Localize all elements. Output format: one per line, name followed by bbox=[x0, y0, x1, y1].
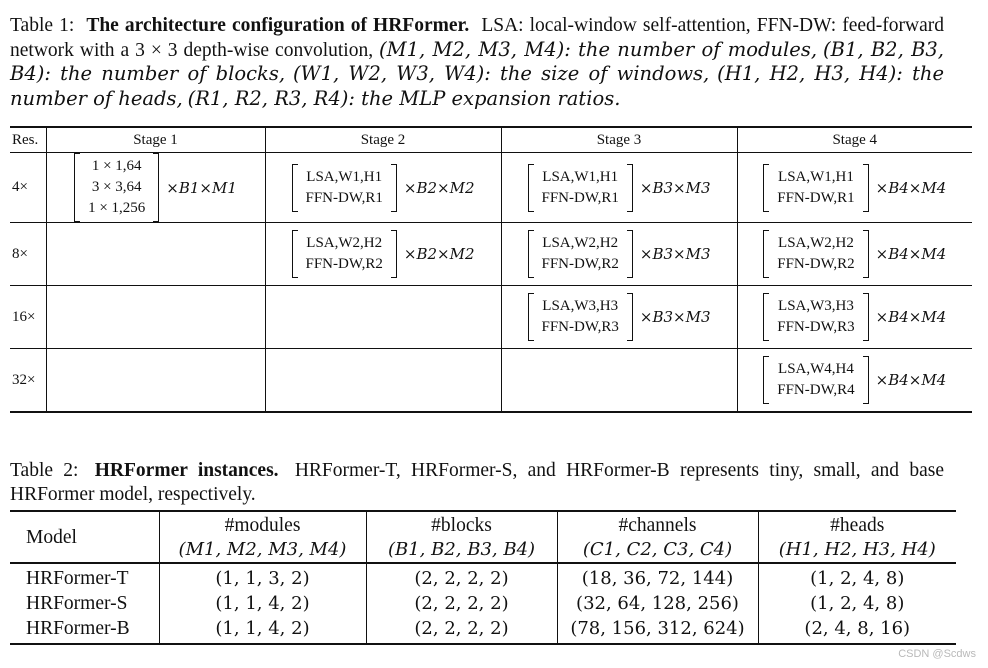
bracket-line: LSA,W3,H3 bbox=[542, 298, 619, 314]
stage-block bbox=[528, 293, 711, 341]
table1-caption-title: The architecture configuration of HRFormer. bbox=[86, 15, 470, 36]
table1-caption bbox=[10, 14, 944, 111]
stage-block bbox=[528, 164, 711, 212]
bracket-line: LSA,W1,H1 bbox=[778, 168, 854, 185]
cell-stage-1 bbox=[46, 349, 265, 413]
stage-block bbox=[74, 153, 237, 222]
cell-heads: (1, 2, 4, 8) bbox=[758, 563, 956, 591]
block-multiplier: ×B3×M3 bbox=[639, 308, 711, 326]
table2-caption-text: HRFormer-T, HRFormer-S, and HRFormer-B represents tiny, small, and base HRFormer model, respectively. bbox=[10, 460, 944, 505]
block-multiplier: ×B3×M3 bbox=[639, 245, 711, 263]
table1-caption-text-6: (R1, R2, R3, R4): the MLP expansion ratios. bbox=[187, 86, 621, 110]
header-modules-label: #modules bbox=[224, 515, 301, 536]
watermark: CSDN @Scdws bbox=[898, 648, 976, 660]
cell-blocks: (2, 2, 2, 2) bbox=[366, 563, 557, 591]
header-modules-symbols: (M1, M2, M3, M4) bbox=[178, 539, 347, 560]
cell-stage-2 bbox=[265, 349, 501, 413]
block-multiplier: ×B4×M4 bbox=[875, 245, 947, 263]
bracket-line: LSA,W2,H2 bbox=[542, 235, 619, 251]
bracket-matrix bbox=[292, 164, 397, 212]
cell-res: 8× bbox=[10, 223, 46, 286]
table-row bbox=[10, 616, 956, 644]
bracket-matrix bbox=[763, 230, 868, 278]
table2-caption-label: Table 2: bbox=[10, 460, 79, 481]
bracket-matrix bbox=[528, 293, 633, 341]
cell-stage-3 bbox=[501, 153, 737, 223]
bracket-matrix bbox=[528, 230, 633, 278]
cell-blocks: (2, 2, 2, 2) bbox=[366, 616, 557, 644]
bracket-line: FFN-DW,R3 bbox=[777, 319, 855, 335]
header-heads bbox=[758, 511, 956, 563]
header-channels-symbols: (C1, C2, C3, C4) bbox=[582, 539, 733, 560]
stage-block bbox=[528, 230, 711, 278]
bracket-line: FFN-DW,R2 bbox=[541, 256, 619, 272]
header-stage-3: Stage 3 bbox=[501, 127, 737, 153]
table1-caption-text-4: (W1, W2, W3, W4): the size of windows, bbox=[292, 62, 710, 85]
cell-stage-1 bbox=[46, 153, 265, 223]
architecture-table-header bbox=[10, 127, 972, 153]
cell-channels: (18, 36, 72, 144) bbox=[557, 563, 758, 591]
bracket-line: LSA,W4,H4 bbox=[778, 361, 854, 377]
cell-stage-3 bbox=[501, 286, 737, 349]
cell-res: 16× bbox=[10, 286, 46, 349]
cell-channels: (78, 156, 312, 624) bbox=[557, 616, 758, 644]
cell-heads: (1, 2, 4, 8) bbox=[758, 591, 956, 616]
table1-caption-text-5: (H1, H2, H3, H4): the number of heads, bbox=[10, 62, 945, 110]
cell-model: HRFormer-S bbox=[26, 593, 128, 614]
header-blocks-label: #blocks bbox=[431, 515, 492, 536]
cell-res: 32× bbox=[10, 349, 46, 413]
stage-block bbox=[292, 164, 475, 212]
bracket-line: LSA,W2,H2 bbox=[306, 235, 383, 251]
header-heads-label: #heads bbox=[830, 515, 885, 536]
architecture-table-body bbox=[10, 153, 972, 413]
table1-caption-text-2: (M1, M2, M3, M4): the number of modules, bbox=[379, 37, 818, 61]
block-multiplier: ×B4×M4 bbox=[875, 371, 947, 389]
cell-blocks: (2, 2, 2, 2) bbox=[366, 591, 557, 616]
cell-stage-4 bbox=[737, 223, 972, 286]
cell-model: HRFormer-B bbox=[10, 616, 159, 644]
block-multiplier: ×B2×M2 bbox=[403, 178, 475, 197]
bracket-line: FFN-DW,R1 bbox=[305, 189, 383, 206]
header-stage-1: Stage 1 bbox=[46, 127, 265, 153]
stage-block bbox=[763, 230, 946, 278]
cell-stage-4 bbox=[737, 349, 972, 413]
header-model-label: Model bbox=[26, 527, 77, 548]
table1-caption-text-1: LSA: local-window self-attention, FFN-DW: feed-forward network with a 3 × 3 depth-wise convolution, bbox=[10, 15, 945, 61]
bracket-matrix bbox=[763, 293, 868, 341]
instances-table bbox=[10, 510, 956, 645]
bracket-line: LSA,W1,H1 bbox=[542, 168, 619, 185]
table-row bbox=[10, 286, 972, 349]
bracket-line: 3 × 3,64 bbox=[91, 179, 142, 195]
cell-stage-3 bbox=[501, 349, 737, 413]
header-blocks bbox=[366, 511, 557, 563]
block-multiplier: ×B2×M2 bbox=[403, 245, 475, 263]
cell-channels: (32, 64, 128, 256) bbox=[557, 591, 758, 616]
cell-modules: (1, 1, 4, 2) bbox=[159, 591, 366, 616]
cell-stage-3 bbox=[501, 223, 737, 286]
bracket-matrix bbox=[292, 230, 397, 278]
header-model bbox=[10, 511, 159, 563]
block-multiplier: ×B4×M4 bbox=[875, 308, 947, 326]
table1-caption-label: Table 1: bbox=[10, 15, 75, 36]
bracket-matrix bbox=[763, 356, 868, 404]
bracket-line: LSA,W2,H2 bbox=[778, 235, 854, 251]
bracket-line: 1 × 1,256 bbox=[88, 200, 146, 216]
table2-caption bbox=[10, 459, 944, 506]
table1-caption-text-3: (B1, B2, B3, B4): the number of blocks, bbox=[10, 37, 945, 85]
stage-block bbox=[292, 230, 475, 278]
cell-res: 4× bbox=[10, 153, 46, 223]
cell-stage-2 bbox=[265, 286, 501, 349]
cell-stage-1 bbox=[46, 286, 265, 349]
instances-table-header bbox=[10, 511, 956, 563]
bracket-line: FFN-DW,R1 bbox=[777, 189, 855, 206]
table-row bbox=[10, 223, 972, 286]
block-multiplier: ×B1×M1 bbox=[166, 178, 237, 197]
cell-model: HRFormer-T bbox=[26, 568, 129, 589]
block-multiplier: ×B4×M4 bbox=[875, 178, 947, 197]
header-blocks-symbols: (B1, B2, B3, B4) bbox=[387, 539, 536, 560]
header-stage-4: Stage 4 bbox=[737, 127, 972, 153]
table-row bbox=[10, 153, 972, 223]
bracket-line: LSA,W1,H1 bbox=[306, 168, 383, 185]
header-channels bbox=[557, 511, 758, 563]
stage-block bbox=[763, 356, 946, 404]
header-res: Res. bbox=[10, 127, 46, 153]
header-heads-symbols: (H1, H2, H3, H4) bbox=[778, 539, 936, 560]
cell-stage-2 bbox=[265, 153, 501, 223]
bracket-line: 1 × 1,64 bbox=[91, 158, 142, 174]
table-row bbox=[10, 591, 956, 616]
table2-caption-title: HRFormer instances. bbox=[94, 460, 279, 481]
cell-stage-4 bbox=[737, 153, 972, 223]
cell-heads: (2, 4, 8, 16) bbox=[758, 616, 956, 644]
cell-stage-2 bbox=[265, 223, 501, 286]
header-stage-2: Stage 2 bbox=[265, 127, 501, 153]
architecture-table bbox=[10, 126, 972, 413]
table-row bbox=[10, 563, 956, 591]
block-multiplier: ×B3×M3 bbox=[639, 178, 711, 197]
stage-block bbox=[763, 164, 946, 212]
stage-block bbox=[763, 293, 946, 341]
bracket-line: FFN-DW,R4 bbox=[777, 382, 855, 398]
cell-modules: (1, 1, 4, 2) bbox=[159, 616, 366, 644]
cell-modules: (1, 1, 3, 2) bbox=[159, 563, 366, 591]
bracket-line: FFN-DW,R1 bbox=[541, 189, 619, 206]
bracket-matrix bbox=[74, 153, 159, 222]
table-row bbox=[10, 349, 972, 413]
bracket-matrix bbox=[528, 164, 633, 212]
header-channels-label: #channels bbox=[618, 515, 697, 536]
cell-stage-4 bbox=[737, 286, 972, 349]
bracket-line: LSA,W3,H3 bbox=[778, 298, 854, 314]
header-modules bbox=[159, 511, 366, 563]
cell-stage-1 bbox=[46, 223, 265, 286]
instances-table-body bbox=[10, 563, 956, 644]
bracket-line: FFN-DW,R3 bbox=[541, 319, 619, 335]
bracket-line: FFN-DW,R2 bbox=[777, 256, 855, 272]
bracket-matrix bbox=[763, 164, 868, 212]
bracket-line: FFN-DW,R2 bbox=[305, 256, 383, 272]
